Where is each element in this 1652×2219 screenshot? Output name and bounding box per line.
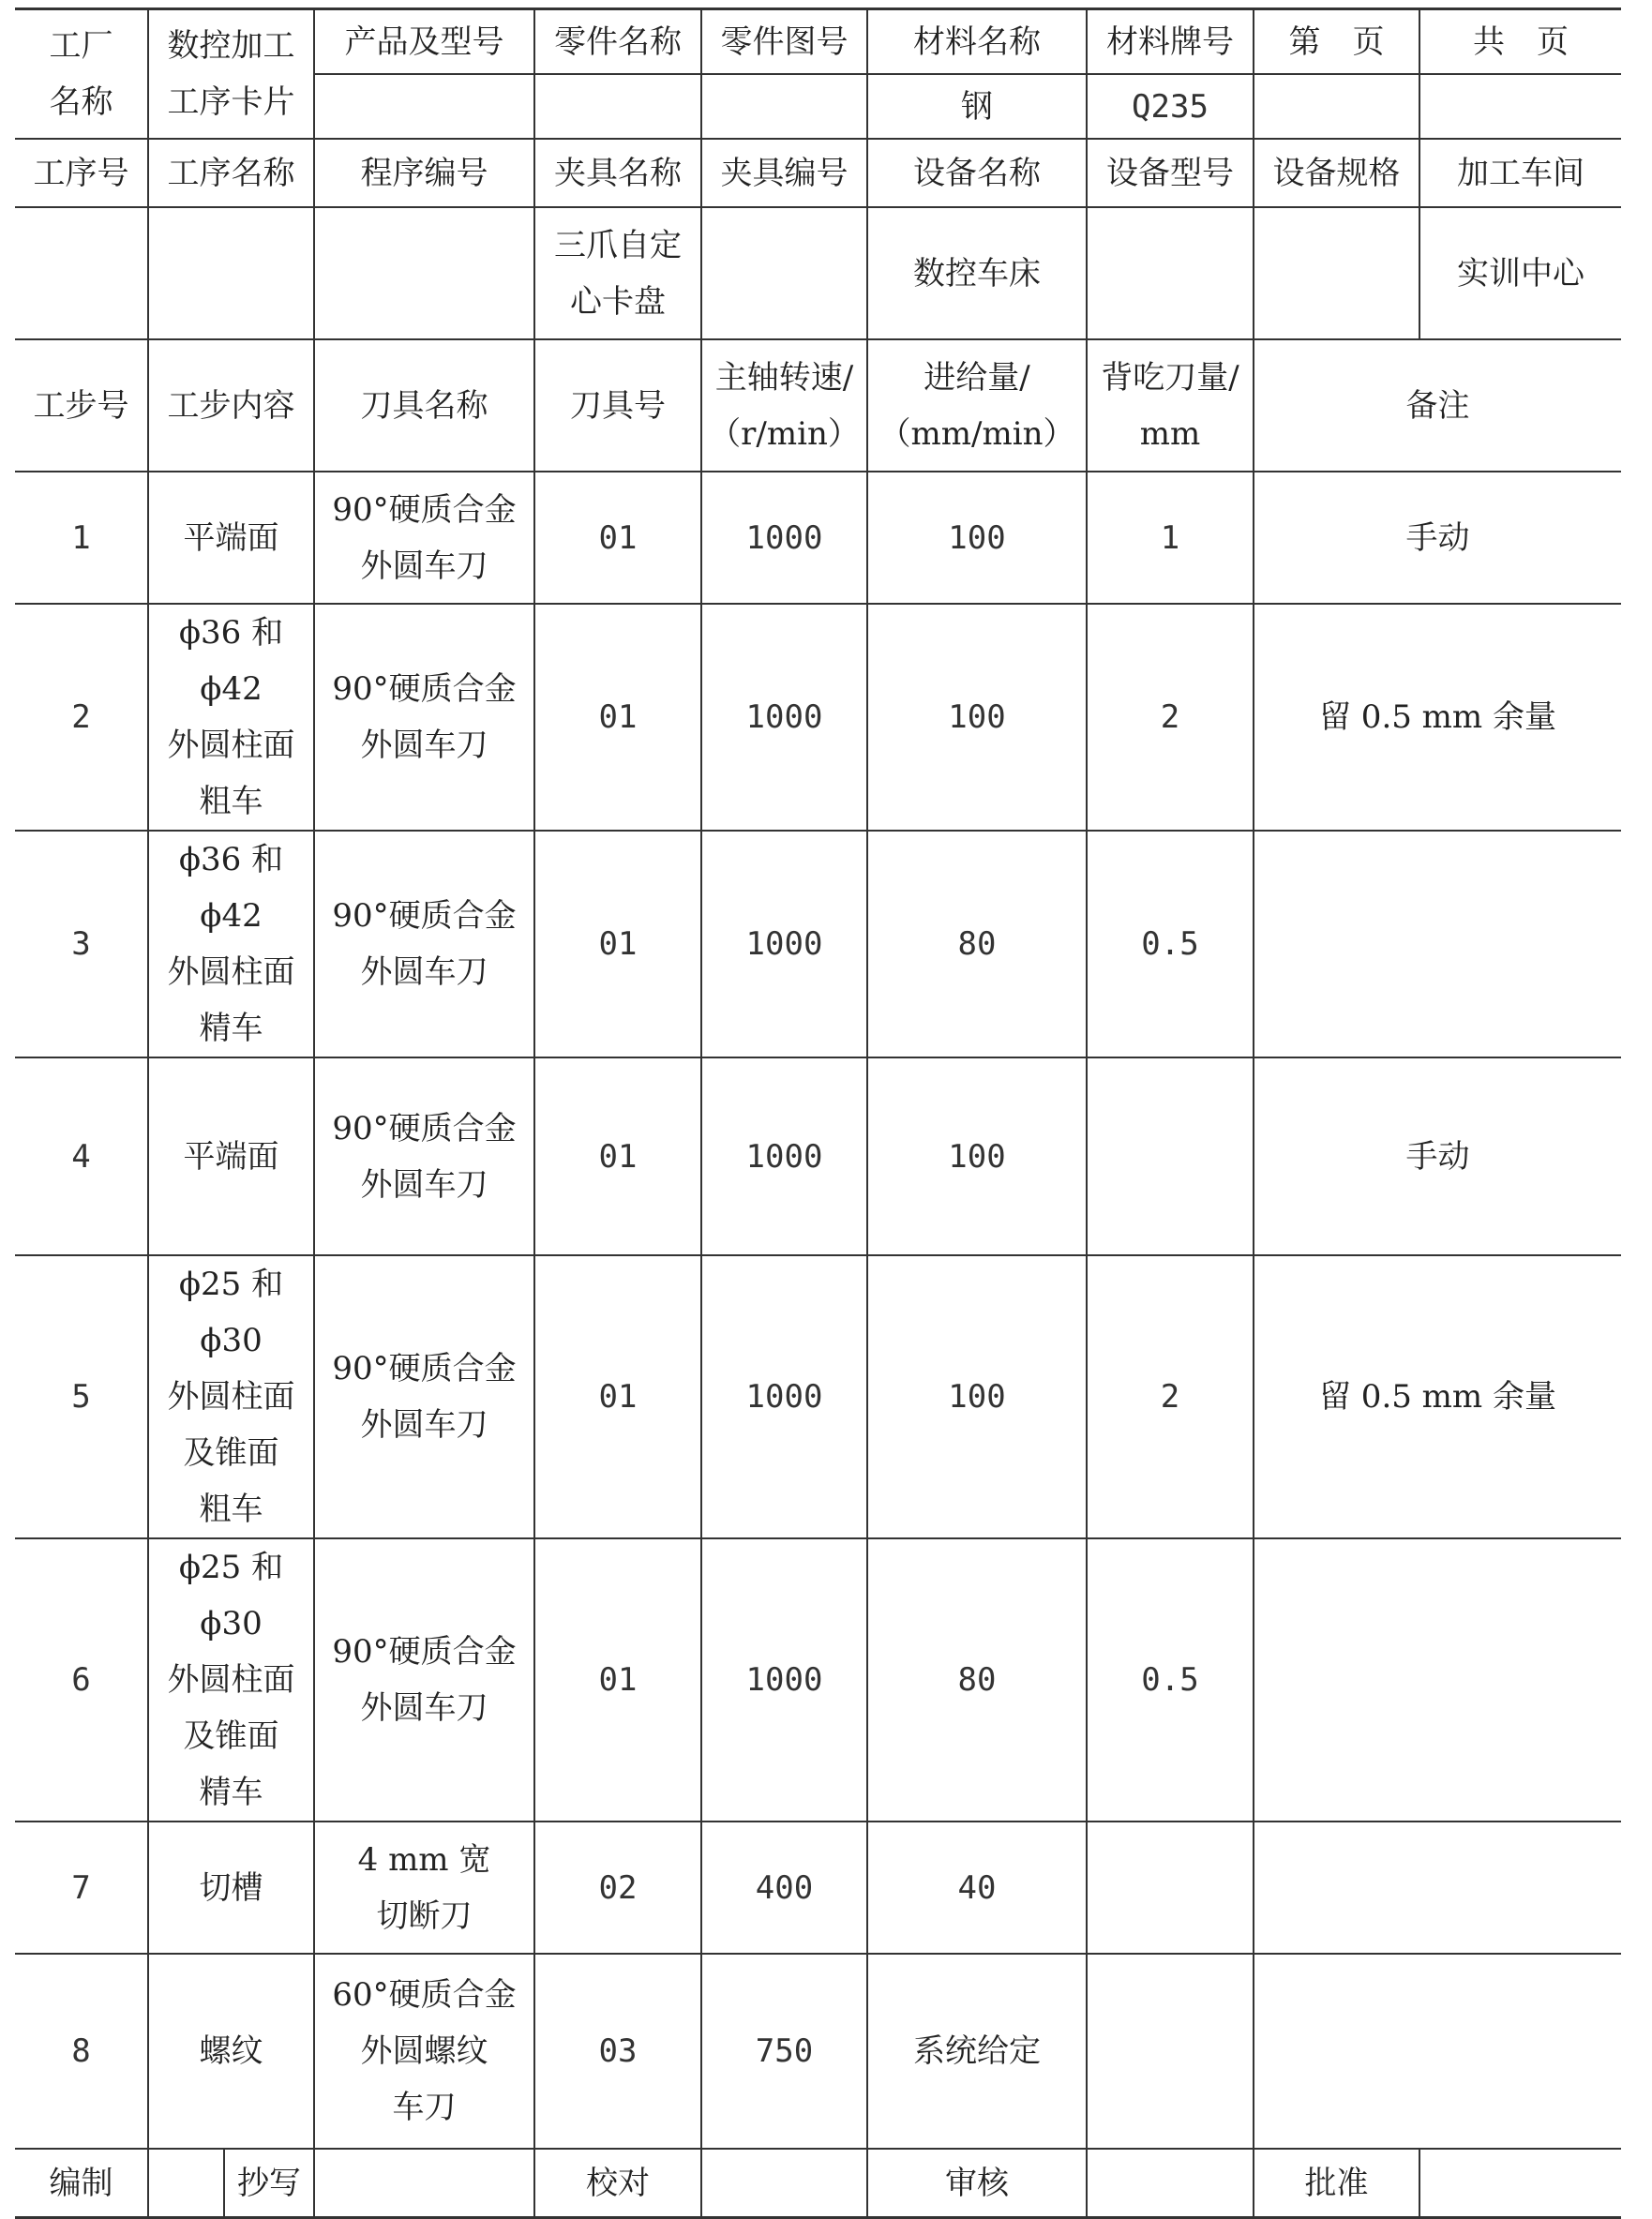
tool-name: 90°硬质合金 外圆车刀 [314,472,534,604]
tool-no: 01 [534,472,701,604]
step-content: 平端面 [148,472,314,604]
cut-depth: 2 [1087,604,1254,831]
workshop-label: 加工车间 [1419,139,1621,207]
tool-no: 01 [534,604,701,831]
table-row [15,604,1621,831]
step-content: ϕ36 和 ϕ42 外圆柱面 精车 [148,831,314,1057]
equipment-name-label: 设备名称 [867,139,1087,207]
total-pages-label: 共 页 [1419,9,1621,75]
feed-rate: 100 [867,1255,1087,1538]
equipment-model-value [1087,207,1254,339]
step-note [1254,831,1621,1057]
fixture-name-label: 夹具名称 [534,139,701,207]
table-row [15,472,1621,604]
cut-depth: 2 [1087,1255,1254,1538]
feed-rate: 100 [867,604,1087,831]
cut-depth [1087,1822,1254,1954]
copy-label: 抄写 [224,2149,314,2218]
step-header-row [15,339,1621,472]
step-no: 4 [15,1057,148,1255]
product-label: 产品及型号 [314,9,534,75]
material-grade-value: Q235 [1087,74,1254,139]
material-name-label: 材料名称 [867,9,1087,75]
table-row [15,1822,1621,1954]
feed-rate: 100 [867,472,1087,604]
tool-no: 01 [534,831,701,1057]
step-note [1254,1822,1621,1954]
equipment-name-value: 数控车床 [867,207,1087,339]
part-name-value [534,74,701,139]
compile-label: 编制 [15,2149,148,2218]
process-label-row [15,139,1621,207]
step-note [1254,1538,1621,1822]
material-name-value: 钢 [867,74,1087,139]
signoff-row [15,2149,1621,2218]
note-header: 备注 [1254,339,1621,472]
cut-depth-header: 背吃刀量/ mm [1087,339,1254,472]
step-content: ϕ36 和 ϕ42 外圆柱面 粗车 [148,604,314,831]
step-no: 1 [15,472,148,604]
step-no: 3 [15,831,148,1057]
step-no: 5 [15,1255,148,1538]
step-no: 8 [15,1954,148,2149]
feed-rate: 100 [867,1057,1087,1255]
header-row-1 [15,9,1621,75]
tool-name: 90°硬质合金 外圆车刀 [314,1538,534,1822]
tool-name: 60°硬质合金 外圆螺纹 车刀 [314,1954,534,2149]
step-content: ϕ25 和 ϕ30 外圆柱面 及锥面 粗车 [148,1255,314,1538]
tool-no-header: 刀具号 [534,339,701,472]
step-content: 螺纹 [148,1954,314,2149]
step-note: 留 0.5 mm 余量 [1254,604,1621,831]
program-no-value [314,207,534,339]
cut-depth: 1 [1087,472,1254,604]
step-note: 手动 [1254,1057,1621,1255]
spindle-speed: 1000 [701,831,867,1057]
feed-rate: 80 [867,1538,1087,1822]
step-content-header: 工步内容 [148,339,314,472]
cut-depth [1087,1954,1254,2149]
copy-signature [314,2149,534,2218]
part-no-label: 零件图号 [701,9,867,75]
feed-rate-header: 进给量/ （mm/min） [867,339,1087,472]
cut-depth: 0.5 [1087,1538,1254,1822]
tool-name: 90°硬质合金 外圆车刀 [314,1057,534,1255]
program-no-label: 程序编号 [314,139,534,207]
table-row [15,1954,1621,2149]
tool-name: 90°硬质合金 外圆车刀 [314,604,534,831]
card-title: 数控加工 工序卡片 [148,9,314,140]
spindle-speed: 1000 [701,472,867,604]
material-grade-label: 材料牌号 [1087,9,1254,75]
table-row [15,1057,1621,1255]
product-value [314,74,534,139]
equipment-spec-value [1254,207,1419,339]
proofread-label: 校对 [534,2149,701,2218]
step-content: 平端面 [148,1057,314,1255]
spindle-speed: 400 [701,1822,867,1954]
process-no-value [15,207,148,339]
factory-name-label: 工厂 名称 [15,9,148,140]
table-row [15,1538,1621,1822]
page-label: 第 页 [1254,9,1419,75]
tool-name: 90°硬质合金 外圆车刀 [314,1255,534,1538]
step-no: 2 [15,604,148,831]
process-name-label: 工序名称 [148,139,314,207]
step-note: 手动 [1254,472,1621,604]
step-no-header: 工步号 [15,339,148,472]
tool-no: 01 [534,1538,701,1822]
tool-name: 90°硬质合金 外圆车刀 [314,831,534,1057]
spindle-speed: 1000 [701,604,867,831]
workshop-value: 实训中心 [1419,207,1621,339]
equipment-spec-label: 设备规格 [1254,139,1419,207]
spindle-speed: 1000 [701,1057,867,1255]
page-value [1254,74,1419,139]
tool-no: 03 [534,1954,701,2149]
compile-signature [148,2149,224,2218]
spindle-speed-header: 主轴转速/ （r/min） [701,339,867,472]
approve-signature [1419,2149,1621,2218]
approve-label: 批准 [1254,2149,1419,2218]
process-name-value [148,207,314,339]
review-signature [1087,2149,1254,2218]
fixture-no-label: 夹具编号 [701,139,867,207]
review-label: 审核 [867,2149,1087,2218]
step-note [1254,1954,1621,2149]
step-note: 留 0.5 mm 余量 [1254,1255,1621,1538]
tool-no: 01 [534,1255,701,1538]
tool-no: 01 [534,1057,701,1255]
step-content: 切槽 [148,1822,314,1954]
process-no-label: 工序号 [15,139,148,207]
table-row [15,831,1621,1057]
table-row [15,1255,1621,1538]
tool-no: 02 [534,1822,701,1954]
spindle-speed: 1000 [701,1255,867,1538]
fixture-no-value [701,207,867,339]
part-name-label: 零件名称 [534,9,701,75]
feed-rate: 80 [867,831,1087,1057]
cut-depth [1087,1057,1254,1255]
proofread-signature [701,2149,867,2218]
step-no: 7 [15,1822,148,1954]
tool-name: 4 mm 宽 切断刀 [314,1822,534,1954]
cut-depth: 0.5 [1087,831,1254,1057]
spindle-speed: 1000 [701,1538,867,1822]
tool-name-header: 刀具名称 [314,339,534,472]
fixture-name-value: 三爪自定 心卡盘 [534,207,701,339]
part-no-value [701,74,867,139]
equipment-model-label: 设备型号 [1087,139,1254,207]
spindle-speed: 750 [701,1954,867,2149]
feed-rate: 40 [867,1822,1087,1954]
feed-rate: 系统给定 [867,1954,1087,2149]
step-no: 6 [15,1538,148,1822]
step-content: ϕ25 和 ϕ30 外圆柱面 及锥面 精车 [148,1538,314,1822]
total-pages-value [1419,74,1621,139]
process-value-row [15,207,1621,339]
process-card-table [15,7,1621,2219]
